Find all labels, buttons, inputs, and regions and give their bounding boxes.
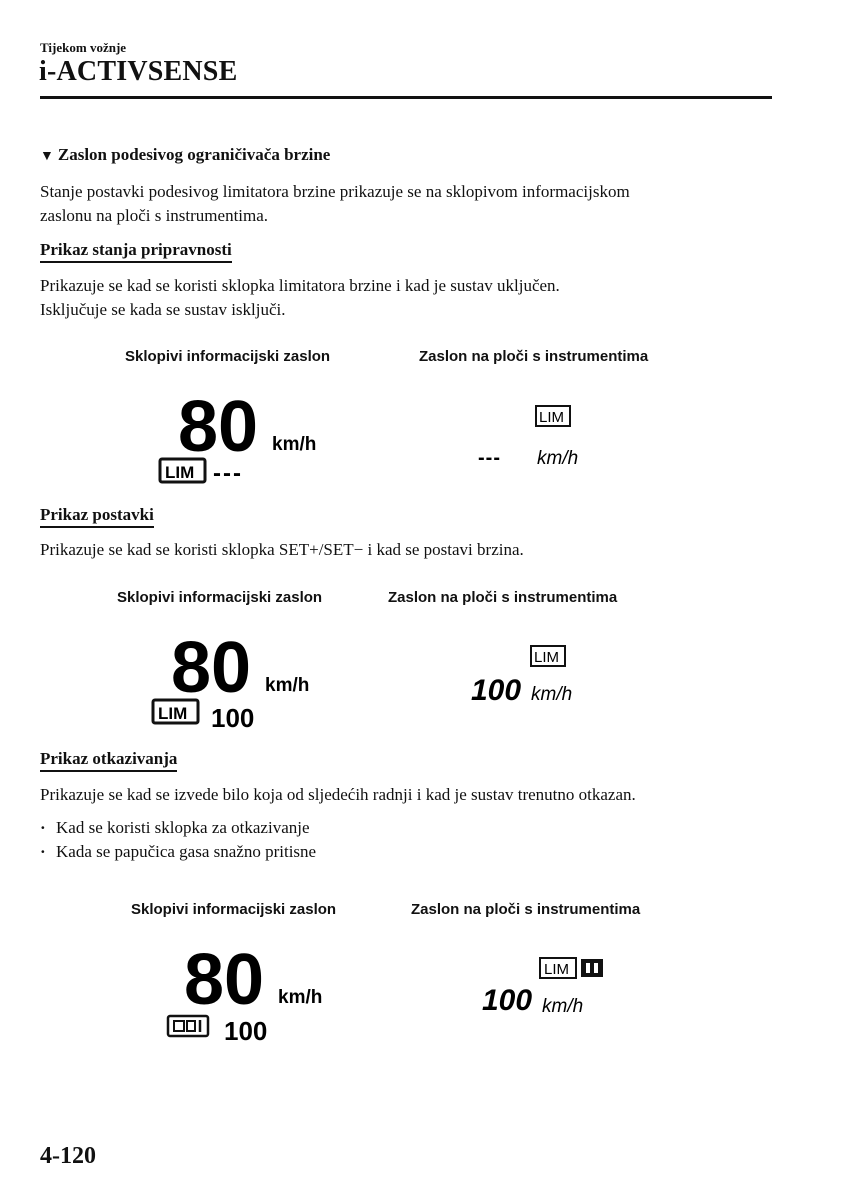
- caption-cluster: Zaslon na ploči s instrumentima: [419, 348, 649, 365]
- cluster-lim-label: LIM: [534, 649, 560, 666]
- list-item: · Kada se papučica gasa snažno pritisne: [40, 842, 317, 861]
- hud-speed: 80: [178, 387, 259, 467]
- cluster-unit: km/h: [537, 448, 579, 469]
- main-heading: [40, 145, 330, 165]
- intro-line: Stanje postavki podesivog limitatora brzine prikazuje se na sklopivom informacijskom: [40, 182, 630, 201]
- cluster-lim-label: LIM: [539, 409, 565, 426]
- main-heading-text: Zaslon podesivog ograničivača brzine: [57, 145, 331, 164]
- cancel-paragraph: [40, 783, 780, 807]
- hud-lim-label: LIM: [158, 704, 188, 723]
- caption-cluster: Zaslon na ploči s instrumentima: [388, 589, 618, 606]
- cluster-unit: km/h: [531, 684, 573, 705]
- page-number: 4-120: [40, 1143, 96, 1169]
- standby-line: Isključuje se kada se sustav isključi.: [40, 300, 286, 319]
- cluster-display-standby: [470, 400, 610, 475]
- caption-hud: Sklopivi informacijski zaslon: [125, 348, 331, 365]
- hud-set-speed: 100: [211, 703, 255, 733]
- settings-line: Prikazuje se kad se koristi sklopka SET+/SET− i kad se postavi brzina.: [40, 540, 524, 559]
- hud-set-speed: 100: [224, 1016, 268, 1046]
- cluster-set-speed: 100: [482, 984, 533, 1017]
- hud-unit: km/h: [265, 675, 310, 696]
- cluster-lim-label: LIM: [544, 961, 570, 978]
- triangle-down-icon: ▼: [40, 149, 54, 164]
- hud-set-speed: ---: [213, 460, 243, 487]
- subheading-cancel: Prikaz otkazivanja: [40, 749, 177, 772]
- hud-speed: 80: [184, 940, 265, 1020]
- cluster-display-settings: [465, 640, 605, 715]
- subheading-standby: Prikaz stanja pripravnosti: [40, 240, 232, 263]
- hud-display-standby: [150, 385, 350, 495]
- hud-display-cancel: [160, 940, 360, 1050]
- cancel-bullet-list: [40, 816, 316, 864]
- hud-speed: 80: [171, 628, 252, 708]
- title-rule: [40, 96, 772, 99]
- cluster-unit: km/h: [542, 996, 584, 1017]
- settings-paragraph: [40, 538, 780, 562]
- standby-paragraph: [40, 274, 780, 322]
- cancel-line: Prikazuje se kad se izvede bilo koja od sljedećih radnji i kad je sustav trenutno otkazan.: [40, 785, 636, 804]
- hud-display-settings: [145, 628, 345, 738]
- list-item: · Kad se koristi sklopka za otkazivanje: [40, 818, 310, 837]
- caption-cluster: Zaslon na ploči s instrumentima: [411, 901, 641, 918]
- cluster-display-cancel: [478, 952, 618, 1027]
- intro-paragraph: [40, 180, 780, 228]
- subheading-settings: Prikaz postavki: [40, 505, 154, 528]
- cluster-set-speed: ---: [478, 447, 501, 469]
- caption-hud: Sklopivi informacijski zaslon: [117, 589, 323, 606]
- section-label: Tijekom vožnje: [40, 40, 127, 55]
- hud-unit: km/h: [278, 987, 323, 1008]
- page-title: i-ACTIVSENSE: [39, 56, 238, 87]
- pause-icon: [581, 959, 603, 977]
- intro-line: zaslonu na ploči s instrumentima.: [40, 206, 269, 225]
- hud-unit: km/h: [272, 434, 317, 455]
- caption-hud: Sklopivi informacijski zaslon: [131, 901, 337, 918]
- hud-lim-label: LIM: [165, 463, 195, 482]
- standby-line: Prikazuje se kad se koristi sklopka limitatora brzine i kad je sustav uključen.: [40, 276, 560, 295]
- cluster-set-speed: 100: [471, 674, 522, 707]
